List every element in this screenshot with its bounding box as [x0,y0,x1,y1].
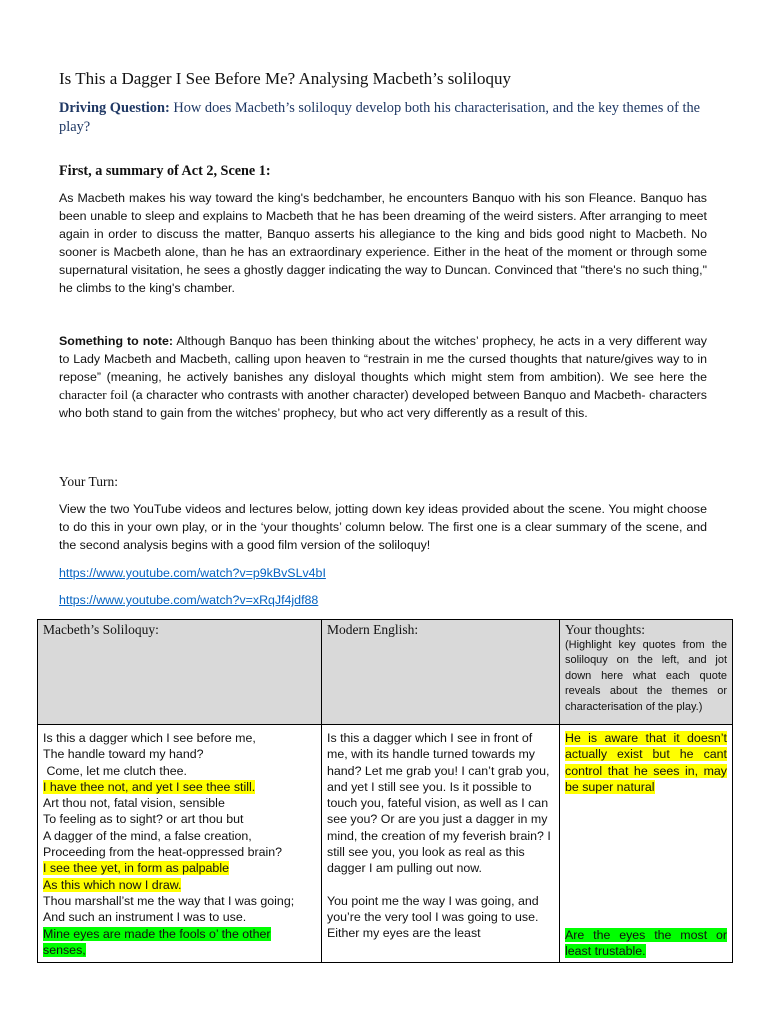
summary-paragraph: As Macbeth makes his way toward the king's bedchamber, he encounters Banquo with his son Fleance. Banquo has been unable to sleep and explains to Macbeth that he has been dreaming of the weird sisters. After arranging to meet again in order to discuss the matter, Banquo asserts his allegiance to the king and bids good night to Macbeth. No sooner is Macbeth alone, than he has an extraordinary experience. Either in the heat of the moment or through some supernatural visitation, he sees a ghostly dagger indicating the way to Duncan. Convinced that "there's no such thing," he climbs to the king's chamber. [59,191,707,295]
soliloquy-line: Proceeding from the heat-oppressed brain? [43,845,283,860]
youtube-link-2[interactable]: https://www.youtube.com/watch?v=xRqJf4jdf88 [59,593,319,607]
soliloquy-line: The handle toward my hand? [43,747,204,762]
header-your-thoughts [560,620,733,725]
instructions-paragraph: View the two YouTube videos and lectures below, jotting down key ideas provided about the scene. You might choose to do this in your own play, or in the ‘your thoughts’ column below. The first one is a clear summary of the scene, and the second analysis begins with a good film version of the soliloquy! [59,502,707,552]
note-foil: character foil [59,387,129,402]
driving-question [59,99,719,137]
table-header-row [38,620,733,725]
header-your-thoughts-label: Your thoughts: [565,622,646,637]
soliloquy-line: Is this a dagger which I see before me, [43,731,256,745]
soliloquy-line: Art thou not, fatal vision, sensible [43,796,225,811]
soliloquy-line-highlighted: I see thee yet, in form as palpable [43,861,229,876]
your-thoughts-cell[interactable] [560,725,733,963]
soliloquy-line: To feeling as to sight? or art thou but [43,812,244,827]
youtube-link-1[interactable]: https://www.youtube.com/watch?v=p9kBvSLv4bI [59,566,326,580]
note-label: Something to note: [59,334,174,348]
note-paragraph [59,332,707,422]
soliloquy-line-highlighted: As this which now I draw. [43,877,182,892]
note-text-a: Although Banquo has been thinking about the witches’ prophecy, he acts in a very different way to Lady Macbeth and Macbeth, calling upon heaven to “restrain in me the cursed thoughts that nature/gives way to in repose” (meaning, he actively banishes any disloyal thoughts which might stem from ambition). We see here the [59,334,707,384]
header-modern-english: Modern English: [322,620,560,725]
driving-question-text: How does Macbeth’s soliloquy develop both his characterisation, and the key themes of the play? [59,100,701,135]
summary-heading: First, a summary of Act 2, Scene 1: [59,163,271,179]
note-text-b: (a character who contrasts with another character) developed between Banquo and Macbeth- characters who both stand to gain from the witches’ prophecy, but who act very differently as a result of this. [59,388,707,420]
thought-note-1: He is aware that it doesn’t actually exist but he cant control that he sees in, may be super natural [565,731,727,794]
soliloquy-line: And such an instrument I was to use. [43,910,247,925]
thought-note-2: Are the eyes the most or least trustable. [565,928,727,959]
soliloquy-table [37,619,733,963]
soliloquy-line-highlighted-green: Mine eyes are made the fools o’ the other [43,926,271,941]
modern-english-text-a: Is this a dagger which I see in front of me, with its handle turned towards my hand? Let me grab you! I can’t grab you, and yet I still see you. Is it possible to touch you, fateful vision, as well as I can see you? Or are you just a dagger in my mind, the creation of my feverish brain? I still see you, you look as real as this dagger I am pulling out now. [327,731,551,876]
soliloquy-line-highlighted: I have thee not, and yet I see thee still. [43,779,256,794]
modern-english-cell[interactable] [322,725,560,963]
header-your-thoughts-hint: (Highlight key quotes from the soliloquy on the left, and jot down here what each quote reveals about the themes or characterisation of the play.) [565,639,727,713]
modern-english-text-b: You point me the way I was going, and you’re the very tool I was going to use. Either my eyes are the least [327,893,539,941]
soliloquy-line: A dagger of the mind, a false creation, [43,828,252,843]
soliloquy-cell[interactable] [38,725,322,963]
header-soliloquy: Macbeth’s Soliloquy: [38,620,322,725]
document-title: Is This a Dagger I See Before Me? Analysing Macbeth’s soliloquy [59,69,511,88]
soliloquy-line: Come, let me clutch thee. [43,763,187,778]
table-row [38,725,733,963]
soliloquy-line-highlighted-green: senses, [43,942,86,957]
your-turn-heading: Your Turn: [59,474,119,489]
driving-question-label: Driving Question: [59,100,170,116]
soliloquy-line: Thou marshall’st me the way that I was going; [43,893,295,908]
